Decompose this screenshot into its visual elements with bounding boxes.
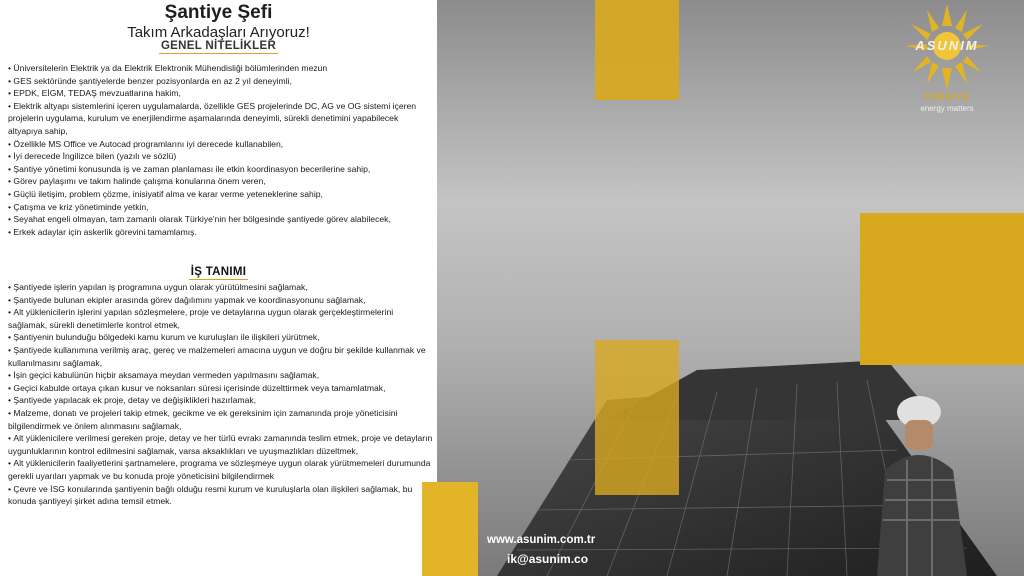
gold-accent-block-bottom: [422, 482, 478, 576]
gold-accent-block-right: [860, 213, 1024, 365]
list-item: • Şantiyenin bulunduğu bölgedeki kamu kurum ve kuruluşları ile ilişkileri yürütmek,: [8, 331, 433, 344]
list-item: • Alt yüklenicilerin işlerini yapılan sözleşmelere, proje ve detaylarına uygun olarak gerçekleştirmelerini sağlamak, sürekli denetimlerle kontrol etmek,: [8, 306, 433, 331]
list-item: • Şantiyede bulunan ekipler arasında görev dağılımını yapmak ve koordinasyonunu sağlamak,: [8, 294, 433, 307]
list-item: • Malzeme, donatı ve projeleri takip etmek, gecikme ve ek gereksinim için zamanında proje yöneticisini bilgilendirmek ve önlem alınmasını sağlamak,: [8, 407, 433, 432]
gold-accent-bar-middle: [595, 340, 679, 495]
job-subtitle: Takım Arkadaşları Arıyoruz!: [127, 24, 310, 41]
brand-name: ASUNIM: [915, 38, 979, 53]
list-item: • Erkek adaylar için askerlik görevini tamamlamış.: [8, 226, 433, 239]
qualifications-heading: GENEL NİTELİKLER: [160, 40, 277, 52]
job-posting-panel: [0, 0, 437, 576]
gold-accent-bar-top: [595, 0, 679, 100]
list-item: • Görev paylaşımı ve takım halinde çalışma konularına önem veren,: [8, 175, 433, 188]
list-item: • Şantiyede işlerin yapılan iş programına uygun olarak yürütülmesini sağlamak,: [8, 281, 433, 294]
list-item: • İşin geçici kabulünün hiçbir aksamaya meydan vermeden yapılmasını sağlamak,: [8, 369, 433, 382]
list-item: • Alt yüklenicilerin faaliyetlerini şartnamelere, programa ve sözleşmeye uygun olarak yürütmemeleri durumunda gerekli uyarıları yapmak ve bu konuda proje yöneticisini bilgilendirmek: [8, 457, 433, 482]
list-item: • Elektrik altyapı sistemlerini içeren uygulamalarda, özellikle GES projelerinde DC, AG ve OG sistemi içeren projelerin uygulama, kurulum ve enerjilendirme aşamalarında deneyimli, sürekli denetimini yapabilecek altyapıya sahip,: [8, 100, 433, 138]
list-item: • Özellikle MS Office ve Autocad programlarını iyi derecede kullanabilen,: [8, 138, 433, 151]
email-link[interactable]: ik@asunim.co: [507, 552, 589, 566]
list-item: • EPDK, EİGM, TEDAŞ mevzuatlarına hakim,: [8, 87, 433, 100]
list-item: • GES sektöründe şantiyelerde benzer pozisyonlarda en az 2 yıl deneyimli,: [8, 75, 433, 88]
job-title: Şantiye Şefi: [164, 2, 273, 23]
list-item: • Seyahat engeli olmayan, tam zamanlı olarak Türkiye'nin her bölgesinde şantiyede görev alabilecek,: [8, 213, 433, 226]
list-item: • Güçlü iletişim, problem çözme, inisiyatif alma ve karar verme yeteneklerine sahip,: [8, 188, 433, 201]
list-item: • Çatışma ve kriz yönetiminde yetkin,: [8, 201, 433, 214]
website-link[interactable]: www.asunim.com.tr: [487, 534, 596, 546]
qualifications-list: [8, 62, 433, 238]
list-item: • Şantiyede kullanımına verilmiş araç, gereç ve malzemeleri amacına uygun ve doğru bir şekilde kullanmak ve kullanılmasını sağlamak,: [8, 344, 433, 369]
job-description-heading: İŞ TANIMI: [190, 266, 247, 278]
list-item: • İyi derecede İngilizce bilen (yazılı ve sözlü): [8, 150, 433, 163]
sun-rays-bottom-icon: [897, 54, 997, 94]
list-item: • Çevre ve İSG konularında şantiyenin bağlı olduğu resmi kurum ve kuruluşlarla olan ilişkileri sağlamak, bu konuda şantiyeyi şirket adına temsil etmek.: [8, 483, 433, 508]
brand-tagline: energy matters: [920, 104, 974, 113]
list-item: • Alt yüklenicilere verilmesi gereken proje, detay ve her türlü evrakı zamanında teslim etmek, proje ve detayların uygunluklarının kontrol edilmesini sağlamak, varsa aksaklıkları ve uyuşmazlıkları düzeltmek,: [8, 432, 433, 457]
list-item: • Şantiye yönetimi konusunda iş ve zaman planlaması ile etkin koordinasyon becerilerine sahip,: [8, 163, 433, 176]
job-description-list: [8, 281, 433, 508]
brand-country: TÜRKİYE: [923, 92, 971, 102]
list-item: • Üniversitelerin Elektrik ya da Elektrik Elektronik Mühendisliği bölümlerinden mezun: [8, 62, 433, 75]
list-item: • Geçici kabulde ortaya çıkan kusur ve noksanları süresi içerisinde düzelttirmek veya tamamlatmak,: [8, 382, 433, 395]
asunim-logo: [897, 4, 997, 120]
list-item: • Şantiyede yapılacak ek proje, detay ve değişiklikleri hazırlamak,: [8, 394, 433, 407]
solar-panel-photo: [437, 0, 1024, 576]
